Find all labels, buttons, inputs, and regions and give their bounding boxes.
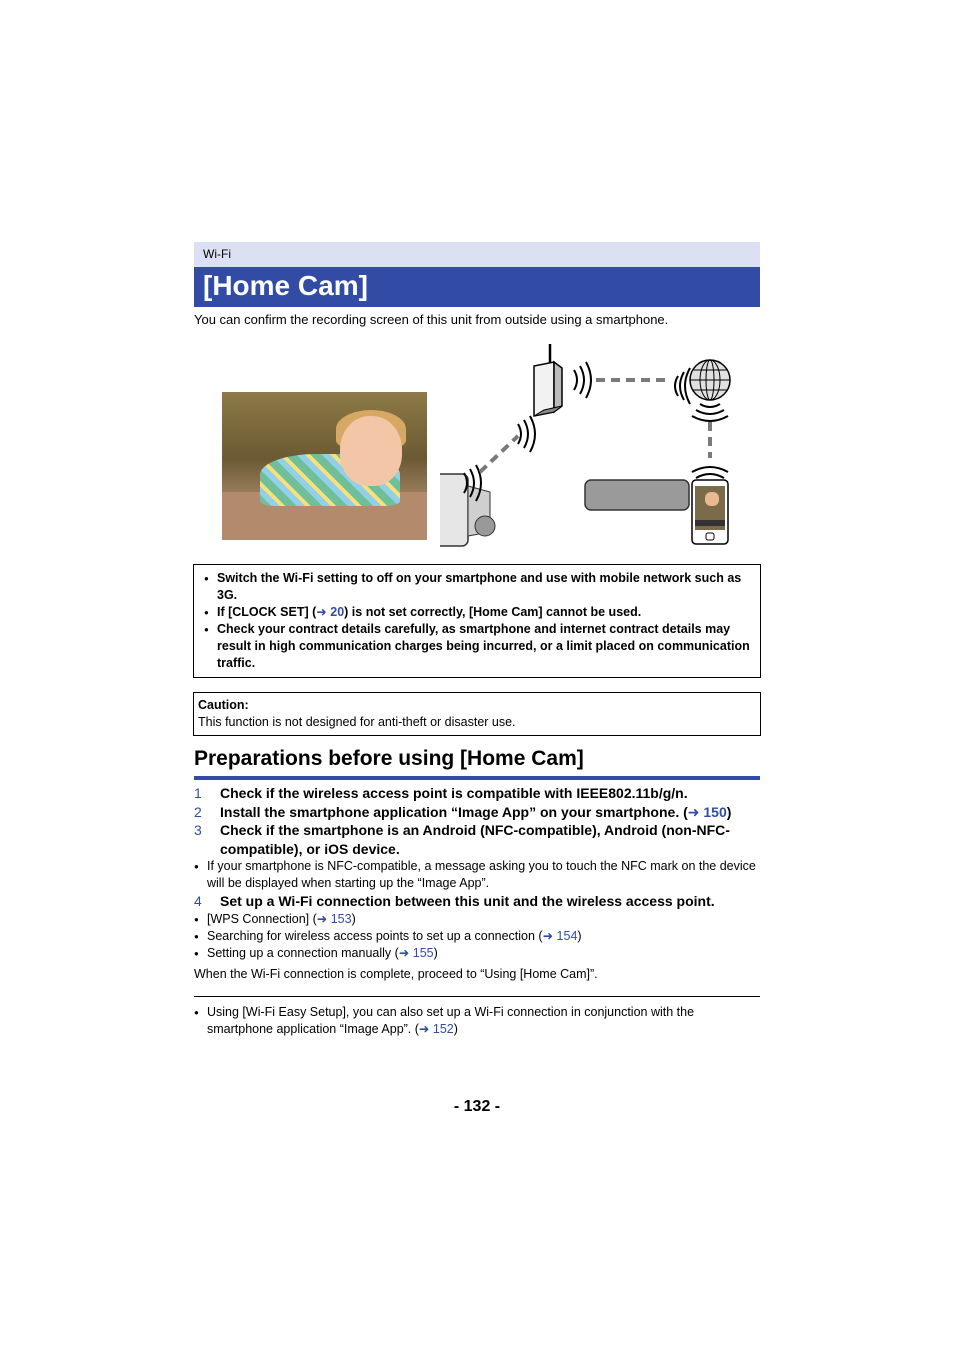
note-text: ) is not set correctly, [Home Cam] cannot be used.	[344, 605, 642, 619]
photo-face	[340, 416, 402, 486]
step-1	[194, 784, 760, 803]
footnote	[194, 1004, 760, 1038]
step-text: Check if the wireless access point is compatible with IEEE802.11b/g/n.	[220, 785, 688, 801]
step-4-options	[194, 911, 760, 962]
option-item	[194, 928, 760, 945]
step-number: 3	[194, 822, 202, 838]
step-number: 2	[194, 803, 202, 820]
notes-box	[193, 564, 761, 678]
note-item: ● Check your contract details carefully, as smartphone and internet contract details may result in high communication charges being incurred, or a limit placed on communication traffic.	[204, 621, 750, 672]
divider	[194, 996, 760, 997]
caution-box	[193, 692, 761, 736]
steps-list	[194, 784, 760, 962]
page-155-link[interactable]: ➜ 155	[398, 945, 434, 960]
caution-label: Caution:	[198, 698, 249, 712]
caution-text: This function is not designed for anti-theft or disaster use.	[198, 715, 516, 729]
router-wave-down-icon	[518, 416, 535, 452]
option-item	[194, 911, 760, 928]
option-text: Setting up a connection manually (	[207, 945, 399, 960]
option-text: [WPS Connection] (	[207, 911, 317, 926]
page-150-link[interactable]: ➜ 150	[687, 803, 727, 820]
page-number: - 132 -	[453, 1098, 501, 1115]
page-152-link[interactable]: ➜ 152	[418, 1022, 454, 1036]
globe-wave-left-icon	[675, 368, 690, 404]
page-154-link[interactable]: ➜ 154	[542, 928, 578, 943]
page-title: [Home Cam]	[194, 267, 760, 307]
step-3-notes	[194, 858, 760, 892]
option-item	[194, 945, 760, 962]
step-number: 1	[194, 785, 202, 801]
note-item: ● Switch the Wi-Fi setting to off on your smartphone and use with mobile network such as 3G.	[204, 570, 750, 604]
footnote-text: Using [Wi-Fi Easy Setup], you can also set up a Wi-Fi connection in conjunction with the smartphone application “Image App”. (	[207, 1005, 695, 1036]
router-wave-right-icon	[574, 362, 591, 398]
option-text: )	[577, 928, 582, 943]
home-cam-diagram	[440, 336, 740, 548]
smartphone-icon	[692, 480, 728, 544]
step-4	[194, 892, 760, 911]
screen-label-pill	[585, 480, 689, 510]
option-text: )	[351, 911, 356, 926]
step-note: ● If your smartphone is NFC-compatible, a message asking you to touch the NFC mark on the device will be displayed when starting up the “Image App”.	[194, 858, 760, 892]
footnote-text: )	[453, 1022, 458, 1036]
note-text: If [CLOCK SET] (	[217, 605, 317, 619]
step-text: Check if the smartphone is an Android (NFC-compatible), Android (non-NFC-compatible), or iOS device.	[220, 822, 730, 857]
step-text: Set up a Wi-Fi connection between this unit and the wireless access point.	[220, 893, 715, 909]
option-text: )	[433, 945, 438, 960]
globe-wave-down-icon	[692, 404, 728, 421]
step-number: 4	[194, 893, 202, 909]
child-photo	[222, 392, 427, 540]
intro-text: You can confirm the recording screen of this unit from outside using a smartphone.	[194, 312, 669, 327]
step-2	[194, 803, 760, 822]
step-3	[194, 821, 760, 858]
note-item	[204, 604, 750, 621]
footnote-item	[194, 1004, 760, 1038]
step-text: )	[726, 803, 732, 820]
page-153-link[interactable]: ➜ 153	[316, 911, 352, 926]
router-icon	[534, 344, 562, 416]
section-heading: Preparations before using [Home Cam]	[194, 744, 760, 780]
globe-icon	[690, 360, 730, 400]
closing-text: When the Wi-Fi connection is complete, proceed to “Using [Home Cam]”.	[194, 967, 598, 981]
section-label: Wi-Fi	[194, 242, 760, 267]
step-text: Install the smartphone application “Image App” on your smartphone. (	[220, 803, 688, 820]
option-text: Searching for wireless access points to set up a connection (	[207, 928, 543, 943]
clock-set-link[interactable]: ➜ 20	[316, 605, 345, 619]
